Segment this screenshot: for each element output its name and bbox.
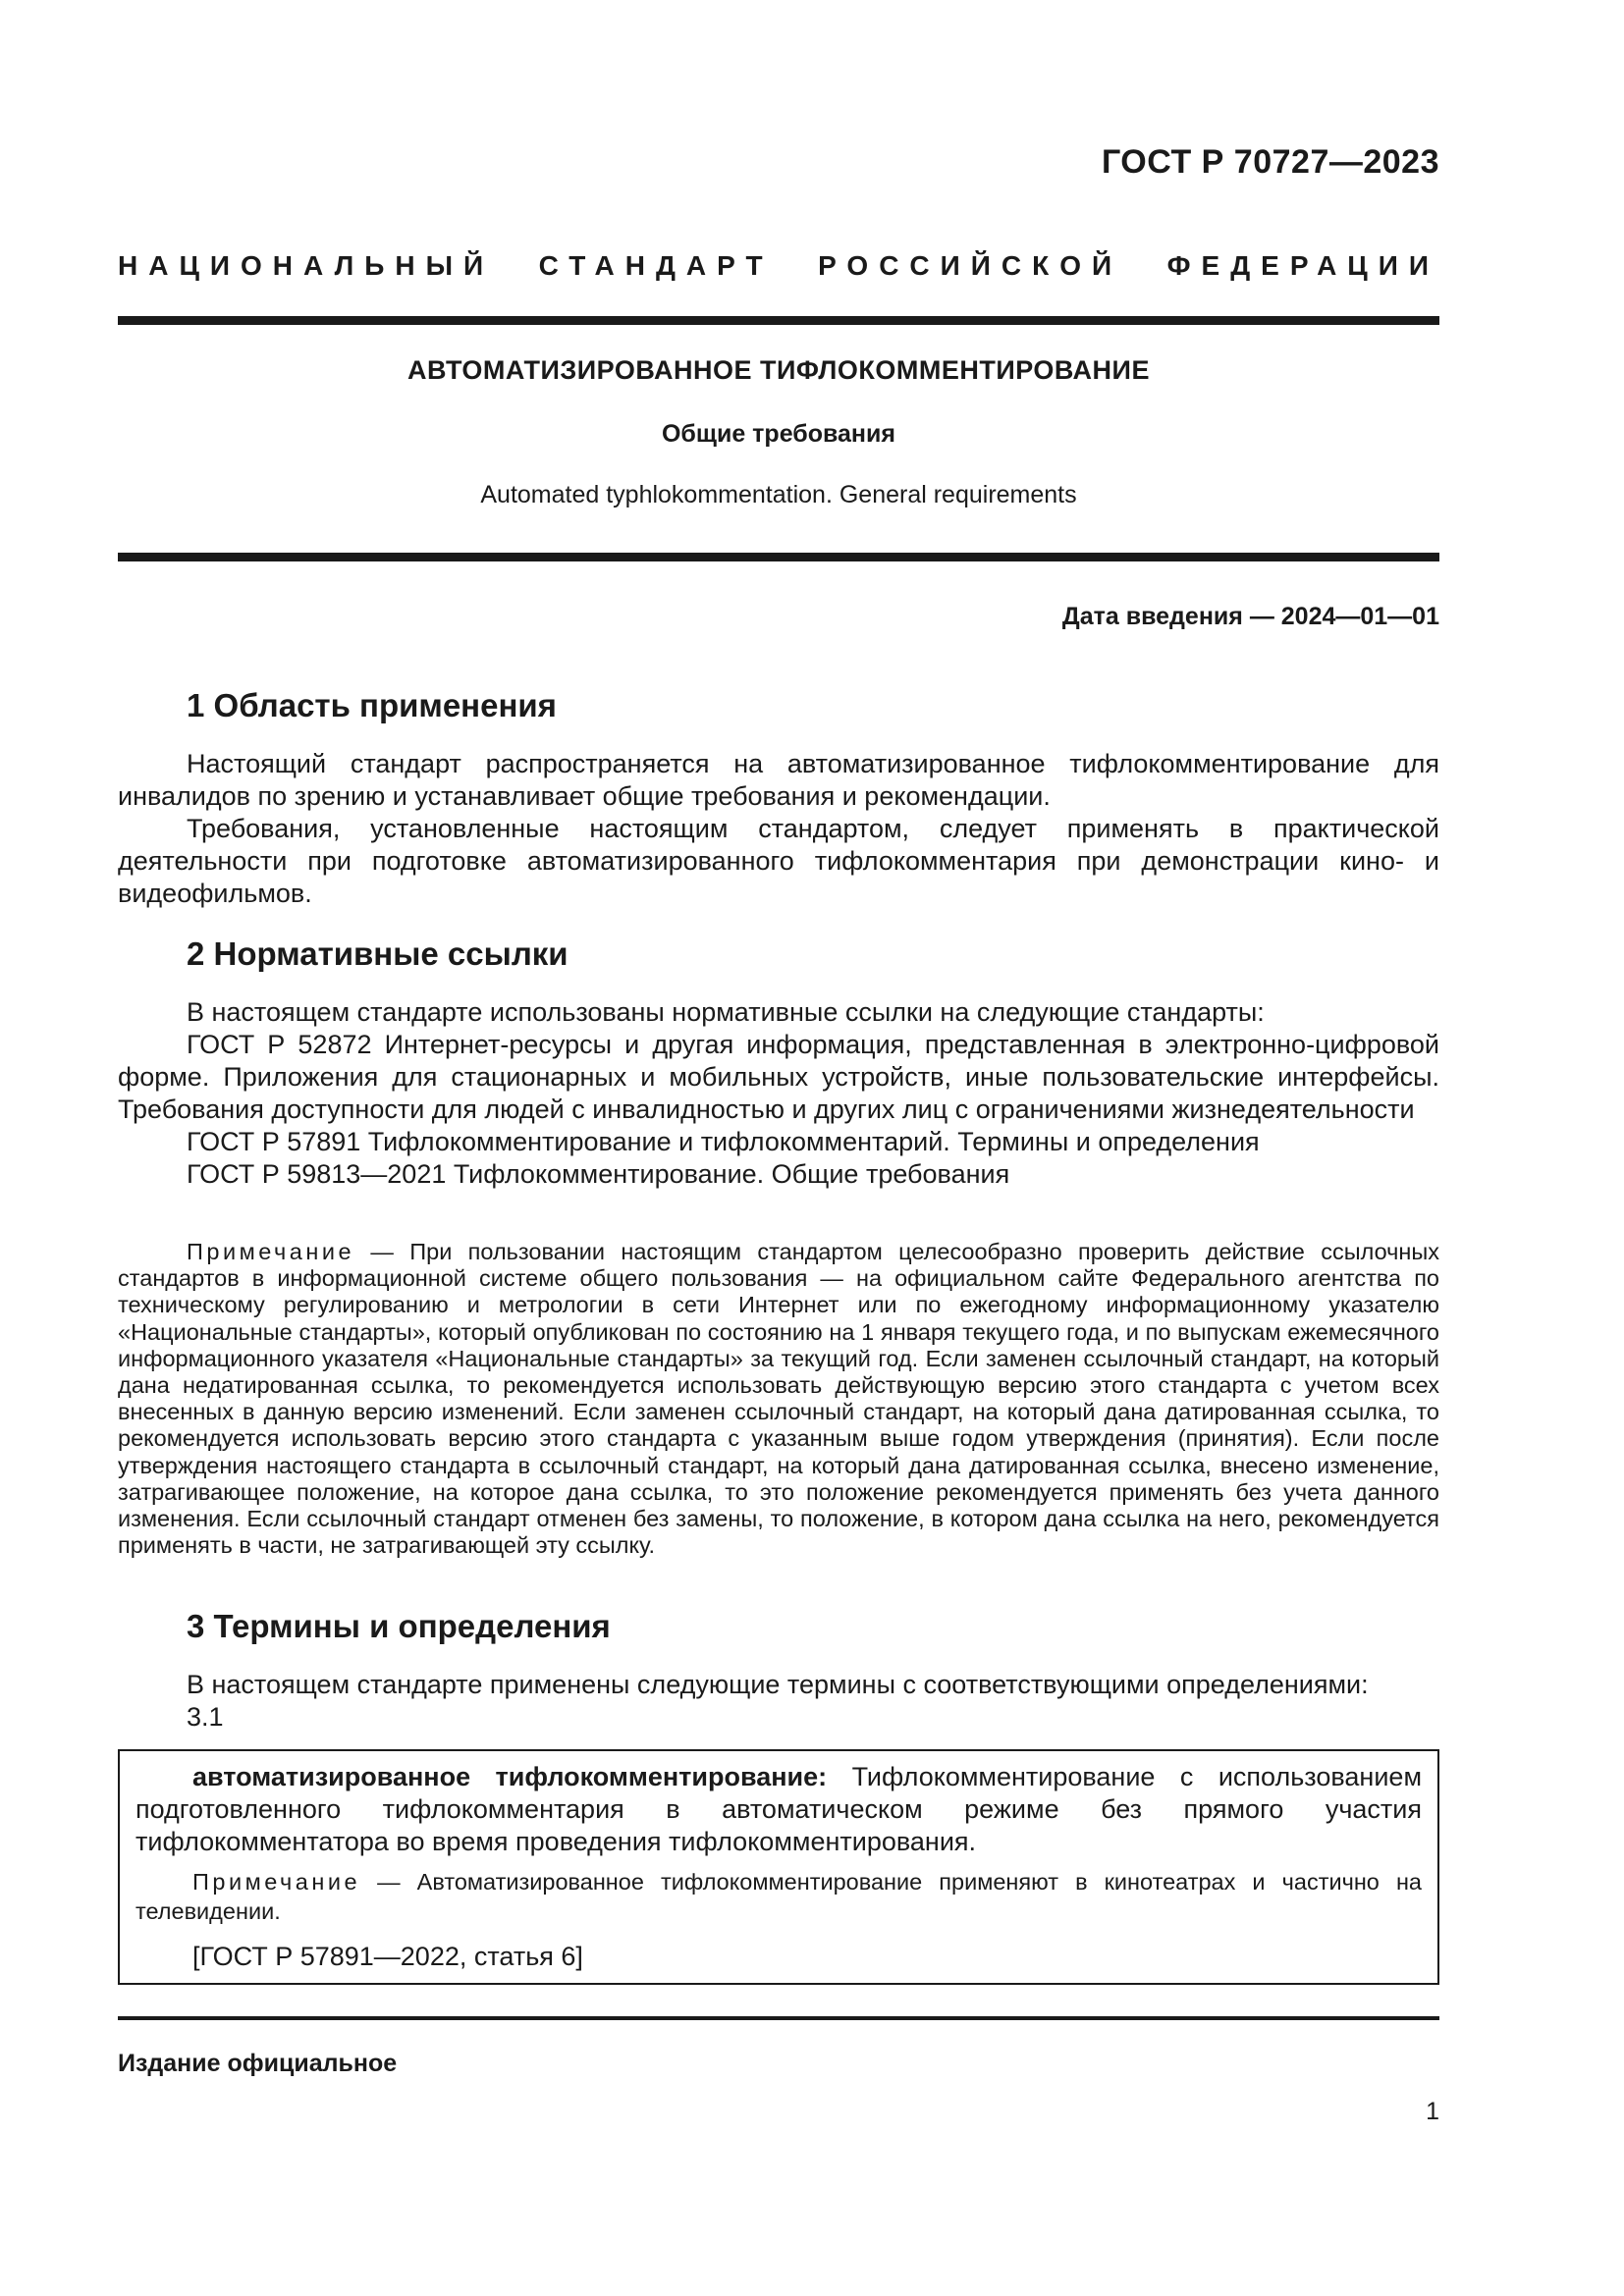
term-definition (135, 1761, 1422, 1858)
term-name: автоматизированное тифлокомментирование: (192, 1762, 828, 1791)
document-number: ГОСТ Р 70727—2023 (1101, 143, 1439, 181)
section-1-body (118, 748, 1439, 910)
section-3-body (118, 1669, 1439, 1734)
national-standard-banner: НАЦИОНАЛЬНЫЙ СТАНДАРТ РОССИЙСКОЙ ФЕДЕРАЦИИ (118, 250, 1439, 281)
term-number: 3.1 (187, 1702, 224, 1732)
note-text: — Автоматизированное тифлокомментирование применяют в кинотеатрах и частично на телевидении. (135, 1869, 1422, 1924)
english-title: Automated typhlokommentation. General requirements (480, 481, 1077, 508)
term-definition-box (118, 1749, 1439, 1985)
note-label: Примечание (192, 1869, 361, 1895)
introduction-date: Дата введения — 2024—01—01 (1061, 603, 1439, 630)
standard-title: АВТОМАТИЗИРОВАННОЕ ТИФЛОКОММЕНТИРОВАНИЕ (407, 355, 1150, 385)
reference-gost-59813: ГОСТ Р 59813—2021 Тифлокомментирование. Общие требования (187, 1159, 1010, 1189)
reference-gost-52872: ГОСТ Р 52872 Интернет-ресурсы и другая информация, представленная в электронно-цифровой форме. Приложения для стационарных и мобильных устройств, иные пользовательские интерфейсы. Требования доступности для людей с инвалидностью и других лиц с ограничениями жизнедеятельности (118, 1030, 1439, 1124)
section-3-heading: 3 Термины и определения (187, 1608, 611, 1644)
note-text: — При пользовании настоящим стандартом целесообразно проверить действие ссылочных стандартов в информационной системе общего пользования — на официальном сайте Федерального агентства по техническому регулированию и метрологии в сети Интернет или по ежегодному информационному указателю «Национальные стандарты», который опубликован по состоянию на 1 января текущего года, и по выпускам ежемесячного информационного указателя «Национальные стандарты» за текущий год. Если заменен ссылочный стандарт, на который дана недатированная ссылка, то рекомендуется использовать действующую версию этого стандарта с учетом всех внесенных в данную версию изменений. Если заменен ссылочный стандарт, на который дана датированная ссылка, то рекомендуется использовать версию этого стандарта с указанным выше годом утверждения (принятия). Если после утверждения настоящего стандарта в ссылочный стандарт, на который дана датированная ссылка, внесено изменение, затрагивающее положение, на которое дана ссылка, то это положение рекомендуется применять без учета данного изменения. Если ссылочный стандарт отменен без замены, то положение, в котором дана ссылка на него, рекомендуется применять в части, не затрагивающей эту ссылку. (118, 1239, 1439, 1559)
section-2-note (118, 1239, 1439, 1559)
section-2-heading: 2 Нормативные ссылки (187, 935, 568, 972)
edition-label: Издание официальное (118, 2050, 398, 2077)
note-label: Примечание (187, 1239, 355, 1264)
standard-subtitle: Общие требования (661, 420, 895, 448)
paragraph: Настоящий стандарт распространяется на автоматизированное тифлокомментирование для инвалидов по зрению и устанавливает общие требования и рекомендации. (118, 749, 1439, 811)
paragraph: В настоящем стандарте использованы нормативные ссылки на следующие стандарты: (187, 997, 1265, 1027)
title-rule (118, 553, 1439, 561)
term-note (135, 1867, 1422, 1926)
page-number: 1 (1426, 2098, 1439, 2125)
paragraph: Требования, установленные настоящим стандартом, следует применять в практической деятельности при подготовке автоматизированного тифлокомментария при демонстрации кино- и видеофильмов. (118, 814, 1439, 908)
term-source: [ГОСТ Р 57891—2022, статья 6] (192, 1942, 583, 1971)
footer-rule (118, 2016, 1439, 2020)
reference-gost-57891: ГОСТ Р 57891 Тифлокомментирование и тифлокомментарий. Термины и определения (187, 1127, 1260, 1156)
top-rule (118, 316, 1439, 325)
section-1-heading: 1 Область применения (187, 687, 557, 723)
paragraph: В настоящем стандарте применены следующие термины с соответствующими определениями: (187, 1670, 1369, 1699)
section-2-body (118, 996, 1439, 1191)
term-definition-text: Тифлокомментирование с использованием подготовленного тифлокомментария в автоматическом режиме без прямого участия тифлокомментатора во время проведения тифлокомментирования. (135, 1762, 1423, 1856)
